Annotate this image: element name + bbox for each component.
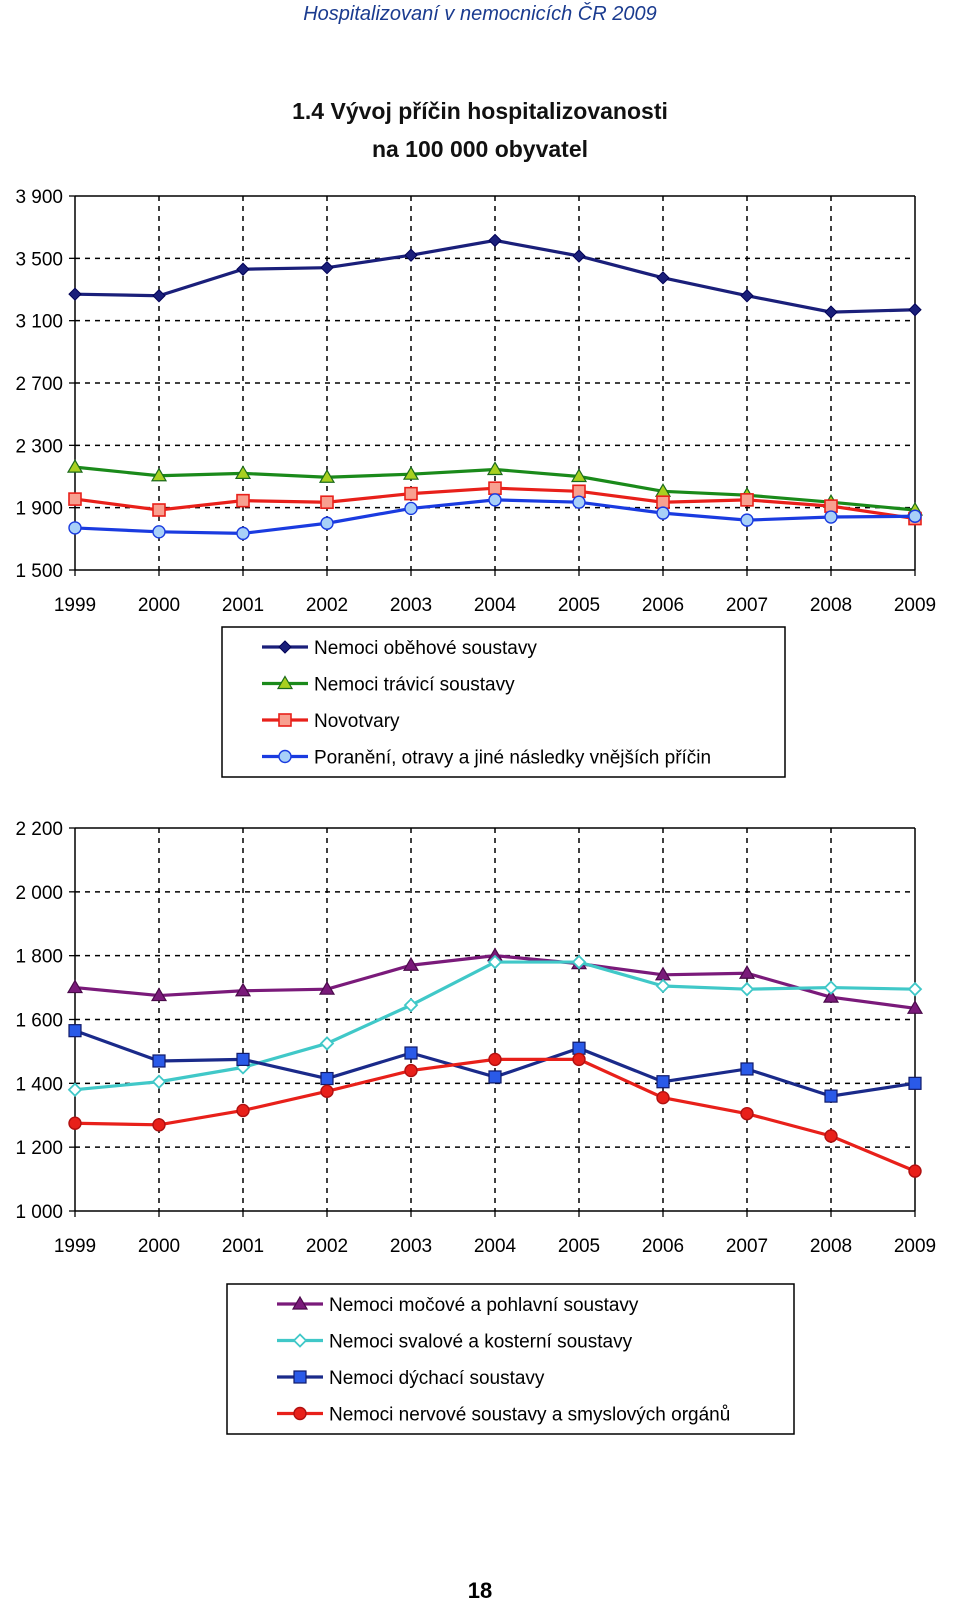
legend-label: Novotvary <box>314 711 400 732</box>
data-point <box>321 496 333 508</box>
x-tick-label: 2002 <box>305 1236 349 1257</box>
x-tick-label: 2008 <box>809 595 853 616</box>
x-tick-label: 2004 <box>473 595 517 616</box>
data-point <box>69 1025 81 1037</box>
data-point <box>153 1055 165 1067</box>
y-tick-label: 2 200 <box>15 819 63 840</box>
data-point <box>405 1065 417 1077</box>
legend-label: Nemoci nervové soustavy a smyslových orgánů <box>329 1404 731 1426</box>
legend-label: Poranění, otravy a jiné následky vnějších příčin <box>314 747 712 769</box>
legend-label: Nemoci močové a pohlavní soustavy <box>329 1295 639 1316</box>
legend-marker <box>279 714 291 726</box>
data-point <box>825 500 837 512</box>
data-point <box>741 983 753 995</box>
y-tick-label: 1 000 <box>15 1202 63 1223</box>
y-tick-label: 2 700 <box>15 374 63 395</box>
data-point <box>825 511 837 523</box>
y-tick-label: 1 600 <box>15 1010 63 1032</box>
legend-marker <box>294 1408 306 1420</box>
x-tick-label: 2007 <box>725 1236 769 1257</box>
data-point <box>405 488 417 500</box>
data-point <box>153 504 165 516</box>
x-tick-label: 2001 <box>221 595 265 616</box>
y-tick-label: 1 900 <box>15 498 63 520</box>
x-tick-label: 2006 <box>641 1236 685 1257</box>
y-tick-label: 2 000 <box>15 882 63 904</box>
x-tick-label: 2007 <box>725 595 769 616</box>
data-point <box>237 263 249 275</box>
data-point <box>321 1037 333 1049</box>
y-tick-label: 2 300 <box>15 436 63 458</box>
data-point <box>405 502 417 514</box>
data-point <box>489 234 501 246</box>
x-tick-label: 2009 <box>893 595 937 616</box>
x-tick-label: 2005 <box>557 1236 601 1257</box>
data-point <box>489 1071 501 1083</box>
data-point <box>237 1053 249 1065</box>
data-point <box>237 495 249 507</box>
data-point <box>69 1084 81 1096</box>
x-tick-label: 2008 <box>809 1236 853 1257</box>
x-tick-label: 2003 <box>389 595 433 616</box>
data-point <box>153 290 165 302</box>
legend-label: Nemoci svalové a kosterní soustavy <box>329 1331 633 1353</box>
data-point <box>657 496 669 508</box>
data-point <box>153 1119 165 1131</box>
data-point <box>405 249 417 261</box>
data-point <box>489 494 501 506</box>
chart-title-line2: na 100 000 obyvatel <box>371 136 589 162</box>
data-point <box>909 1077 921 1089</box>
data-point <box>825 1090 837 1102</box>
data-point <box>909 1165 921 1177</box>
data-point <box>825 306 837 318</box>
data-point <box>741 290 753 302</box>
data-point <box>573 496 585 508</box>
x-tick-label: 2002 <box>305 595 349 616</box>
y-tick-label: 3 100 <box>15 311 63 333</box>
data-point <box>69 522 81 534</box>
x-tick-label: 2009 <box>893 1236 937 1257</box>
y-tick-label: 1 500 <box>15 561 63 582</box>
data-point <box>573 1053 585 1065</box>
data-point <box>741 1063 753 1075</box>
data-point <box>153 526 165 538</box>
data-point <box>741 514 753 526</box>
y-tick-label: 1 400 <box>15 1074 63 1096</box>
legend-label: Nemoci oběhové soustavy <box>314 638 537 659</box>
legend-marker <box>279 751 291 763</box>
data-point <box>573 1042 585 1054</box>
page-header: Hospitalizovaní v nemocnicích ČR 2009 <box>303 3 657 25</box>
x-tick-label: 2003 <box>389 1236 433 1257</box>
x-tick-label: 2005 <box>557 595 601 616</box>
data-point <box>321 262 333 274</box>
x-tick-label: 2000 <box>137 595 181 616</box>
data-point <box>825 982 837 994</box>
x-tick-label: 2006 <box>641 595 685 616</box>
data-point <box>489 1053 501 1065</box>
data-point <box>657 1092 669 1104</box>
x-tick-label: 2000 <box>137 1236 181 1257</box>
data-point <box>909 304 921 316</box>
data-point <box>657 272 669 284</box>
x-tick-label: 2001 <box>221 1236 265 1257</box>
data-point <box>321 1085 333 1097</box>
data-point <box>573 485 585 497</box>
data-point <box>69 1117 81 1129</box>
data-point <box>69 288 81 300</box>
data-point <box>825 1130 837 1142</box>
y-tick-label: 1 800 <box>15 946 63 968</box>
x-tick-label: 1999 <box>53 1236 97 1257</box>
legend-label: Nemoci trávicí soustavy <box>314 674 515 696</box>
data-point <box>909 510 921 522</box>
data-point <box>489 482 501 494</box>
legend-marker <box>294 1371 306 1383</box>
data-point <box>153 1076 165 1088</box>
y-tick-label: 3 500 <box>15 249 63 271</box>
chart-lower <box>0 790 960 1570</box>
data-point <box>741 1108 753 1120</box>
data-point <box>657 507 669 519</box>
y-tick-label: 1 200 <box>15 1138 63 1160</box>
data-point <box>405 999 417 1011</box>
chart-upper <box>0 0 960 790</box>
chart-title-line1: 1.4 Vývoj příčin hospitalizovanosti <box>292 98 668 124</box>
data-point <box>573 250 585 262</box>
data-point <box>741 494 753 506</box>
data-point <box>657 980 669 992</box>
y-tick-label: 3 900 <box>15 187 63 208</box>
data-point <box>321 1073 333 1085</box>
legend-label: Nemoci dýchací soustavy <box>329 1368 545 1389</box>
data-point <box>237 1104 249 1116</box>
data-point <box>657 1076 669 1088</box>
data-point <box>321 517 333 529</box>
data-point <box>909 983 921 995</box>
x-tick-label: 1999 <box>53 595 97 616</box>
data-point <box>405 1047 417 1059</box>
x-tick-label: 2004 <box>473 1236 517 1257</box>
page-number: 18 <box>467 1578 493 1603</box>
data-point <box>237 527 249 539</box>
data-point <box>69 493 81 505</box>
